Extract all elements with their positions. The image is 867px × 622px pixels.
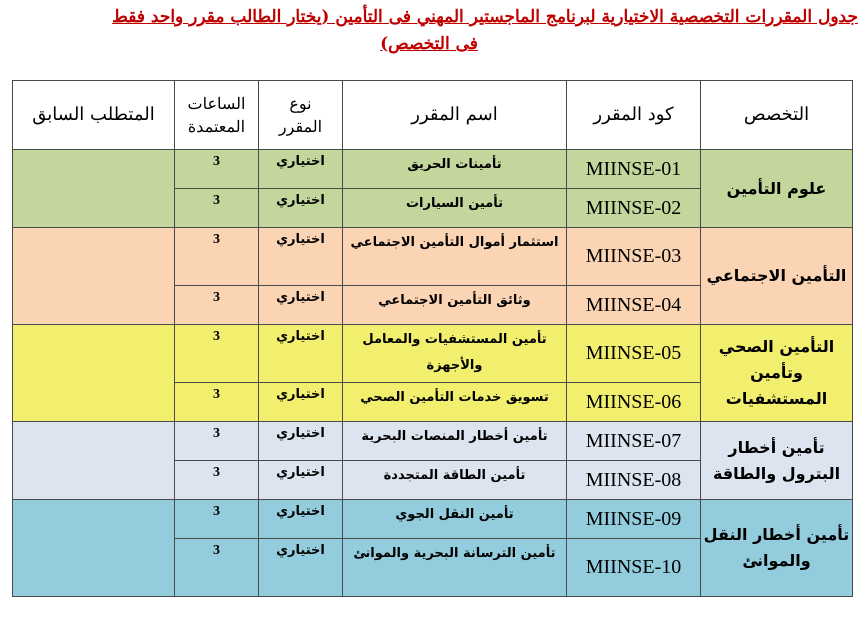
header-prerequisite: المتطلب السابق [13,81,175,150]
course-name-cell: تأمين الطاقة المتجددة [343,461,567,500]
specialization-cell: التأمين الصحي وتأمين المستشفيات [701,325,853,422]
course-type-cell: اختياري [259,500,343,539]
course-code-cell: MIINSE-02 [567,189,701,228]
course-name-cell: تأمين النقل الجوي [343,500,567,539]
course-code-cell: MIINSE-09 [567,500,701,539]
course-name-cell: تأمين أخطار المنصات البحرية [343,422,567,461]
table-row [13,325,853,383]
course-type-cell: اختياري [259,422,343,461]
title-line-1: جدول المقررات التخصصية الاختيارية لبرنامج الماجستير المهني فى التأمين (يختار الطالب مقرر واحد فقط [112,7,858,27]
credit-hours-cell: 3 [175,383,259,422]
header-credit-hours [175,81,259,150]
course-name-cell: تأمين الترسانة البحرية والموانئ [343,539,567,597]
header-course-code: كود المقرر [567,81,701,150]
course-code-cell: MIINSE-05 [567,325,701,383]
prerequisite-cell [13,500,175,597]
prerequisite-cell [13,325,175,422]
course-code-cell: MIINSE-07 [567,422,701,461]
header-credit-hours-line2: المعتمدة [187,117,246,136]
header-row [13,81,853,150]
course-type-cell: اختياري [259,228,343,286]
table-body [13,150,853,597]
course-type-cell: اختياري [259,189,343,228]
header-course-type-line1: نوع [289,94,312,113]
course-code-cell: MIINSE-10 [567,539,701,597]
document-title [0,4,858,58]
table-row [13,500,853,539]
course-type-cell: اختياري [259,325,343,383]
course-code-cell: MIINSE-04 [567,286,701,325]
header-course-type [259,81,343,150]
title-line-2: فى التخصص) [380,34,478,54]
specialization-cell: علوم التأمين [701,150,853,228]
credit-hours-cell: 3 [175,150,259,189]
course-code-cell: MIINSE-08 [567,461,701,500]
course-type-cell: اختياري [259,286,343,325]
header-specialization: التخصص [701,81,853,150]
specialization-cell: تأمين أخطار النقل والموانئ [701,500,853,597]
credit-hours-cell: 3 [175,189,259,228]
header-course-type-line2: المقرر [278,117,323,136]
courses-table [12,80,853,597]
course-name-cell: تأمين المستشفيات والمعامل والأجهزة [343,325,567,383]
course-name-cell: استثمار أموال التأمين الاجتماعي [343,228,567,286]
prerequisite-cell [13,228,175,325]
credit-hours-cell: 3 [175,228,259,286]
course-name-cell: تسويق خدمات التأمين الصحي [343,383,567,422]
course-type-cell: اختياري [259,150,343,189]
table-row [13,150,853,189]
credit-hours-cell: 3 [175,325,259,383]
header-credit-hours-line1: الساعات [187,94,246,113]
table-row [13,422,853,461]
credit-hours-cell: 3 [175,500,259,539]
prerequisite-cell [13,150,175,228]
credit-hours-cell: 3 [175,286,259,325]
credit-hours-cell: 3 [175,422,259,461]
header-course-name: اسم المقرر [343,81,567,150]
table-row [13,228,853,286]
specialization-cell: تأمين أخطار البترول والطاقة [701,422,853,500]
course-code-cell: MIINSE-06 [567,383,701,422]
specialization-cell: التأمين الاجتماعي [701,228,853,325]
course-type-cell: اختياري [259,539,343,597]
course-type-cell: اختياري [259,461,343,500]
course-name-cell: وثائق التأمين الاجتماعي [343,286,567,325]
credit-hours-cell: 3 [175,461,259,500]
course-code-cell: MIINSE-03 [567,228,701,286]
prerequisite-cell [13,422,175,500]
course-code-cell: MIINSE-01 [567,150,701,189]
course-type-cell: اختياري [259,383,343,422]
course-name-cell: تأمين السيارات [343,189,567,228]
course-name-cell: تأمينات الحريق [343,150,567,189]
credit-hours-cell: 3 [175,539,259,597]
